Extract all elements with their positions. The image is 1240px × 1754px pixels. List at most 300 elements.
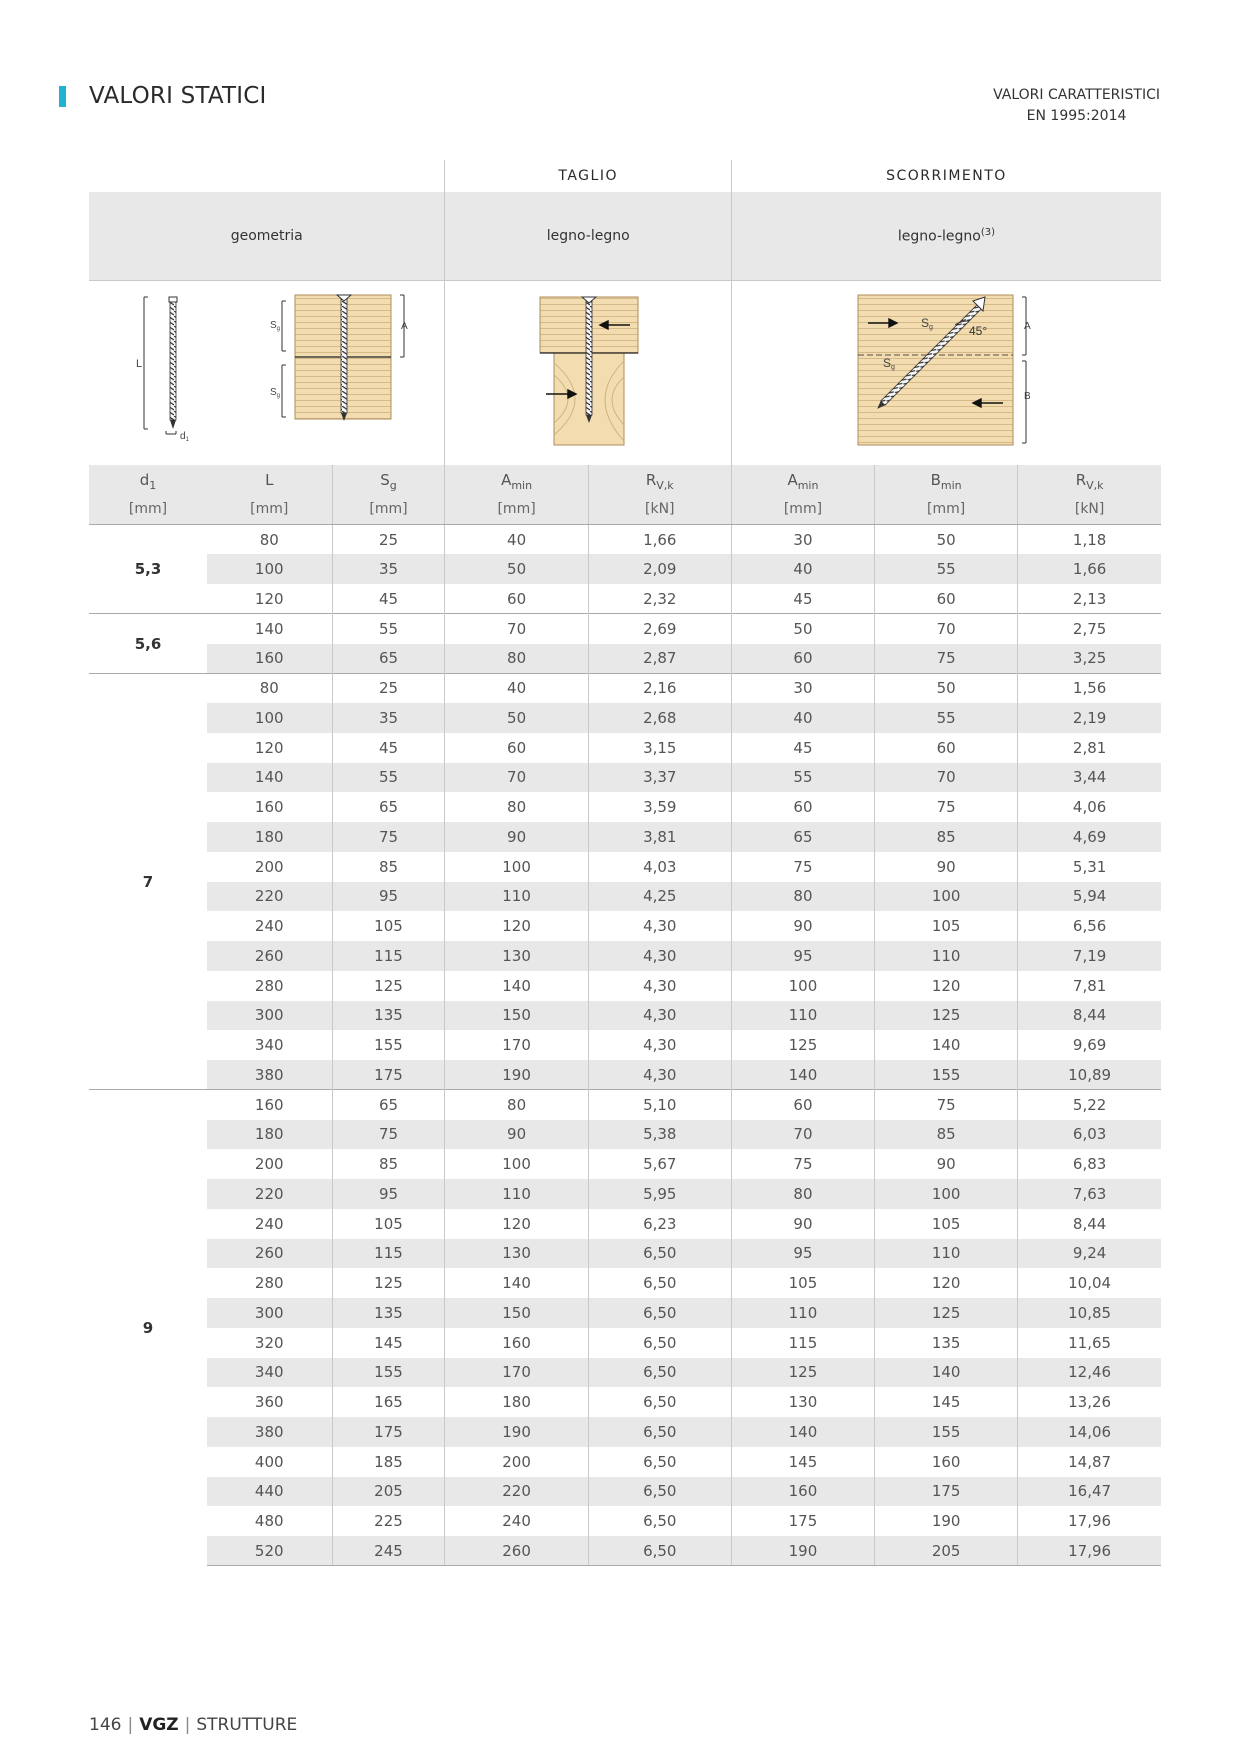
table-row (89, 1030, 1161, 1060)
table-row (89, 1268, 1161, 1298)
table-cell: 70 (875, 614, 1018, 644)
table-cell: 30 (731, 525, 874, 555)
table-cell: 65 (332, 792, 445, 822)
label-d1: d (180, 430, 186, 442)
table-row (89, 822, 1161, 852)
table-cell: 3,37 (588, 763, 731, 793)
table-cell: 4,03 (588, 852, 731, 882)
table-cell: 80 (207, 673, 332, 703)
table-cell: 5,67 (588, 1149, 731, 1179)
table-cell: 40 (445, 673, 588, 703)
table-cell: 75 (875, 1090, 1018, 1120)
table-cell: 280 (254, 976, 284, 995)
table-cell: 110 (731, 1298, 874, 1328)
table-cell: 105 (332, 1209, 445, 1239)
table-cell: 160 (207, 1090, 332, 1120)
table-cell: 5,38 (588, 1120, 731, 1150)
table-cell: 160 (731, 1477, 874, 1507)
table-cell: 75 (731, 1149, 874, 1179)
table-cell: 1,66 (588, 525, 731, 555)
table-cell: 140 (445, 1268, 588, 1298)
subtitle-line-2: EN 1995:2014 (1026, 108, 1127, 124)
table-cell: 75 (332, 1120, 445, 1150)
table-cell: 17,96 (1018, 1506, 1161, 1536)
table-row (89, 644, 1161, 674)
table-row (89, 1239, 1161, 1269)
table-cell: 200 (445, 1447, 588, 1477)
table-cell: 65 (332, 644, 445, 674)
table-cell: 14,06 (1018, 1417, 1161, 1447)
table-cell: 10,89 (1018, 1060, 1161, 1090)
table-cell: 160 (207, 644, 332, 674)
table-cell: 70 (875, 763, 1018, 793)
table-cell: 400 (254, 1452, 284, 1471)
table-cell: 75 (731, 852, 874, 882)
table-row (89, 554, 1161, 584)
footnote-ref: (3) (980, 226, 995, 238)
table-cell: 170 (445, 1030, 588, 1060)
subheader-row (89, 192, 1161, 280)
table-cell: 120 (875, 1268, 1018, 1298)
table-row (89, 1179, 1161, 1209)
table-cell: 50 (731, 614, 874, 644)
table-cell: 2,69 (588, 614, 731, 644)
table-cell: 205 (875, 1536, 1018, 1566)
table-cell: 125 (332, 1268, 445, 1298)
label-Sg-lower: Sg (883, 355, 896, 371)
table-cell: 140 (875, 1358, 1018, 1388)
table-cell: 135 (332, 1298, 445, 1328)
table-cell: 16,47 (1018, 1477, 1161, 1507)
table-cell: 175 (875, 1477, 1018, 1507)
table-cell: 105 (875, 911, 1018, 941)
col-Amin-shear: $A_{min}$ [mm] (445, 465, 588, 525)
table-cell: 2,13 (1018, 584, 1161, 614)
table-cell: 70 (731, 1120, 874, 1150)
shear-diagram (446, 281, 730, 461)
table-cell: 80 (259, 530, 279, 549)
table-cell: 95 (731, 941, 874, 971)
label-Sg-upper: Sg (921, 315, 934, 331)
table-cell: 240 (254, 1214, 284, 1233)
table-cell: 155 (332, 1030, 445, 1060)
table-cell: 85 (875, 822, 1018, 852)
table-cell: 100 (445, 852, 588, 882)
table-cell: 320 (254, 1333, 284, 1352)
table-cell: 40 (731, 703, 874, 733)
product-name: VGZ (139, 1715, 179, 1735)
col-Rvk-slide: $R_{V,k}$ [kN] (1018, 465, 1161, 525)
table-cell: 240 (254, 917, 284, 936)
table-cell: 6,50 (588, 1536, 731, 1566)
table-cell: 360 (254, 1393, 284, 1412)
table-cell: 55 (332, 614, 445, 644)
table-row (89, 703, 1161, 733)
table-cell: 200 (254, 1155, 284, 1174)
table-row (89, 852, 1161, 882)
table-cell: 10,85 (1018, 1298, 1161, 1328)
table-cell: 4,30 (588, 1030, 731, 1060)
table-cell: 50 (875, 525, 1018, 555)
page-number: 146 (89, 1715, 122, 1735)
table-cell: 60 (731, 1090, 874, 1120)
table-cell: 135 (875, 1328, 1018, 1358)
table-row (89, 1506, 1161, 1536)
table-cell: 80 (731, 882, 874, 912)
label-A: A (1024, 320, 1032, 332)
table-cell: 60 (875, 733, 1018, 763)
d1-group-cell: 9 (89, 1090, 207, 1566)
table-cell: 240 (445, 1506, 588, 1536)
table-cell: 5,94 (1018, 882, 1161, 912)
col-L: L [mm] (207, 465, 332, 525)
table-row (89, 1387, 1161, 1417)
table-cell: 380 (207, 1060, 332, 1090)
table-row (89, 911, 1161, 941)
table-cell: 4,25 (588, 882, 731, 912)
table-cell: 225 (332, 1506, 445, 1536)
table-row (89, 1298, 1161, 1328)
table-row (89, 792, 1161, 822)
table-cell: 80 (445, 644, 588, 674)
table-cell: 190 (875, 1506, 1018, 1536)
table-cell: 120 (254, 738, 284, 757)
table-cell: 95 (731, 1239, 874, 1269)
table-row (89, 1328, 1161, 1358)
table-cell: 3,44 (1018, 763, 1161, 793)
table-cell: 11,65 (1018, 1328, 1161, 1358)
table-cell: 125 (875, 1001, 1018, 1031)
table-cell: 6,03 (1018, 1120, 1161, 1150)
table-cell: 100 (875, 882, 1018, 912)
table-cell: 50 (445, 554, 588, 584)
table-row (89, 1536, 1161, 1566)
table-cell: 140 (445, 971, 588, 1001)
table-cell: 70 (445, 763, 588, 793)
table-cell: 160 (254, 798, 284, 817)
table-cell: 205 (332, 1477, 445, 1507)
table-row (89, 1060, 1161, 1090)
table-cell: 25 (332, 673, 445, 703)
table-cell: 75 (875, 644, 1018, 674)
table-cell: 220 (207, 882, 332, 912)
slide-diagram (733, 281, 1159, 461)
table-cell: 300 (207, 1298, 332, 1328)
table-row (89, 1149, 1161, 1179)
table-cell: 95 (332, 882, 445, 912)
table-cell: 140 (207, 763, 332, 793)
table-cell: 2,68 (588, 703, 731, 733)
table-cell: 14,87 (1018, 1447, 1161, 1477)
table-cell: 280 (254, 1274, 284, 1293)
wood-layers (858, 295, 1013, 445)
table-cell: 65 (731, 822, 874, 852)
table-cell: 190 (445, 1417, 588, 1447)
table-row (89, 882, 1161, 912)
table-cell: 4,06 (1018, 792, 1161, 822)
table-cell: 180 (207, 822, 332, 852)
table-row (89, 1447, 1161, 1477)
table-cell: 125 (332, 971, 445, 1001)
table-cell: 1,18 (1018, 525, 1161, 555)
table-cell: 155 (875, 1060, 1018, 1090)
table-cell: 4,30 (588, 971, 731, 1001)
table-cell: 2,81 (1018, 733, 1161, 763)
table-cell: 95 (332, 1179, 445, 1209)
table-cell: 7,81 (1018, 971, 1161, 1001)
table-cell: 2,87 (588, 644, 731, 674)
table-cell: 9,69 (1018, 1030, 1161, 1060)
table-cell: 115 (332, 941, 445, 971)
table-cell: 6,56 (1018, 911, 1161, 941)
group-slide: SCORRIMENTO (731, 160, 1161, 192)
table-cell: 6,50 (588, 1268, 731, 1298)
table-cell: 100 (207, 703, 332, 733)
table-cell: 45 (332, 733, 445, 763)
table-cell: 115 (731, 1328, 874, 1358)
table-cell: 160 (445, 1328, 588, 1358)
label-Sg-bottom: $S_g$ (270, 386, 281, 399)
table-cell: 5,22 (1018, 1090, 1161, 1120)
table-row (89, 673, 1161, 703)
table-cell: 145 (875, 1387, 1018, 1417)
table-cell: 150 (445, 1298, 588, 1328)
table-cell: 45 (332, 584, 445, 614)
table-cell: 13,26 (1018, 1387, 1161, 1417)
table-row (89, 1001, 1161, 1031)
table-cell: 7,19 (1018, 941, 1161, 971)
table-cell: 50 (445, 703, 588, 733)
table-cell: 65 (332, 1090, 445, 1120)
table-row (89, 1358, 1161, 1388)
column-header-row (89, 465, 1161, 525)
page-subtitle (993, 85, 1160, 127)
table-cell: 190 (731, 1536, 874, 1566)
table-cell: 200 (254, 857, 284, 876)
table-cell: 90 (731, 1209, 874, 1239)
table-cell: 60 (731, 792, 874, 822)
table-cell: 100 (207, 554, 332, 584)
col-Sg: $S_g$ [mm] (332, 465, 445, 525)
table-cell: 80 (731, 1179, 874, 1209)
table-cell: 260 (207, 941, 332, 971)
table-row (89, 1209, 1161, 1239)
col-d1: $d_1$ [mm] (89, 465, 207, 525)
table-cell: 220 (445, 1477, 588, 1507)
table-cell: 260 (207, 1239, 332, 1269)
label-A: A (401, 320, 408, 332)
table-cell: 6,50 (588, 1328, 731, 1358)
label-Sg-top: $S_g$ (270, 319, 281, 332)
table-cell: 260 (445, 1536, 588, 1566)
table-cell: 2,75 (1018, 614, 1161, 644)
group-shear: TAGLIO (445, 160, 731, 192)
table-row (89, 614, 1161, 644)
table-cell: 2,19 (1018, 703, 1161, 733)
table-cell: 35 (332, 554, 445, 584)
table-cell: 130 (731, 1387, 874, 1417)
d1-group-cell: 5,3 (89, 525, 207, 614)
table-cell: 80 (445, 792, 588, 822)
label-L: L (136, 357, 143, 370)
table-cell: 5,10 (588, 1090, 731, 1120)
table-cell: 4,69 (1018, 822, 1161, 852)
table-cell: 6,83 (1018, 1149, 1161, 1179)
subheader-slide-type: legno-legno$^{(3)}$ (731, 192, 1161, 280)
table-cell: 85 (875, 1120, 1018, 1150)
table-cell: 85 (332, 852, 445, 882)
table-cell: 40 (731, 554, 874, 584)
screw-icon (170, 302, 176, 420)
table-cell: 2,16 (588, 673, 731, 703)
table-cell: 105 (332, 911, 445, 941)
table-cell: 25 (332, 525, 445, 555)
table-cell: 110 (875, 941, 1018, 971)
table-cell: 10,04 (1018, 1268, 1161, 1298)
table-row (89, 763, 1161, 793)
table-cell: 3,15 (588, 733, 731, 763)
table-cell: 6,50 (588, 1477, 731, 1507)
col-Rvk-shear: $R_{V,k}$ [kN] (588, 465, 731, 525)
col-Amin-slide: $A_{min}$ [mm] (731, 465, 874, 525)
table-cell: 155 (875, 1417, 1018, 1447)
table-cell: 50 (875, 673, 1018, 703)
table-cell: 480 (254, 1512, 284, 1531)
table-cell: 6,50 (588, 1239, 731, 1269)
table-cell: 170 (445, 1358, 588, 1388)
table-cell: 120 (875, 971, 1018, 1001)
diagram-row (89, 280, 1161, 465)
table-cell: 4,30 (588, 911, 731, 941)
table-cell: 6,50 (588, 1358, 731, 1388)
table-cell: 4,30 (588, 1001, 731, 1031)
table-cell: 35 (332, 703, 445, 733)
table-cell: 2,09 (588, 554, 731, 584)
table-cell: 6,50 (588, 1298, 731, 1328)
table-row (89, 1477, 1161, 1507)
table-cell: 340 (207, 1358, 332, 1388)
table-cell: 55 (332, 763, 445, 793)
table-cell: 125 (731, 1030, 874, 1060)
table-cell: 12,46 (1018, 1358, 1161, 1388)
label-angle: 45° (969, 323, 988, 338)
table-cell: 90 (731, 911, 874, 941)
col-Bmin-slide: $B_{min}$ [mm] (875, 465, 1018, 525)
static-values-table (89, 160, 1161, 1566)
table-cell: 175 (731, 1506, 874, 1536)
table-cell: 120 (445, 911, 588, 941)
table-cell: 150 (445, 1001, 588, 1031)
table-cell: 30 (731, 673, 874, 703)
table-cell: 8,44 (1018, 1209, 1161, 1239)
table-cell: 105 (875, 1209, 1018, 1239)
table-cell: 175 (332, 1417, 445, 1447)
table-cell: 4,30 (588, 941, 731, 971)
table-row (89, 525, 1161, 555)
table-cell: 245 (332, 1536, 445, 1566)
table-cell: 180 (207, 1120, 332, 1150)
d1-group-cell: 7 (89, 673, 207, 1090)
table-cell: 8,44 (1018, 1001, 1161, 1031)
table-cell: 120 (445, 1209, 588, 1239)
table-cell: 300 (207, 1001, 332, 1031)
table-cell: 3,25 (1018, 644, 1161, 674)
table-body (89, 525, 1161, 1566)
table-cell: 220 (207, 1179, 332, 1209)
d1-group-cell: 5,6 (89, 614, 207, 674)
svg-text:d1: $d_1$ (180, 430, 190, 443)
subtitle-line-1: VALORI CARATTERISTICI (993, 87, 1160, 103)
table-cell: 6,50 (588, 1417, 731, 1447)
table-cell: 40 (445, 525, 588, 555)
table-cell: 70 (445, 614, 588, 644)
table-cell: 55 (731, 763, 874, 793)
table-cell: 60 (445, 733, 588, 763)
table-cell: 190 (445, 1060, 588, 1090)
table-cell: 100 (731, 971, 874, 1001)
table-cell: 90 (445, 822, 588, 852)
table-cell: 120 (254, 589, 284, 608)
table-row (89, 1120, 1161, 1150)
table-cell: 75 (332, 822, 445, 852)
shear-diagram-cell (445, 280, 731, 465)
subheader-geometry: geometria (89, 192, 445, 280)
table-cell: 165 (332, 1387, 445, 1417)
table-cell: 175 (332, 1060, 445, 1090)
table-cell: 7,63 (1018, 1179, 1161, 1209)
table-row (89, 584, 1161, 614)
table-cell: 110 (445, 1179, 588, 1209)
table-cell: 125 (731, 1358, 874, 1388)
table-row (89, 733, 1161, 763)
table-cell: 115 (332, 1239, 445, 1269)
page-title: VALORI STATICI (89, 83, 267, 109)
table-cell: 180 (445, 1387, 588, 1417)
table-cell: 17,96 (1018, 1536, 1161, 1566)
table-cell: 3,59 (588, 792, 731, 822)
label-B: B (1024, 390, 1032, 402)
table-cell: 60 (445, 584, 588, 614)
table-cell: 3,81 (588, 822, 731, 852)
page-footer: 146 | VGZ | STRUTTURE (89, 1715, 298, 1735)
table-cell: 105 (731, 1268, 874, 1298)
table-cell: 140 (207, 614, 332, 644)
table-cell: 90 (875, 1149, 1018, 1179)
table-cell: 100 (875, 1179, 1018, 1209)
table-cell: 2,32 (588, 584, 731, 614)
table-cell: 1,56 (1018, 673, 1161, 703)
table-cell: 440 (207, 1477, 332, 1507)
table-cell: 6,50 (588, 1506, 731, 1536)
table-row (89, 1417, 1161, 1447)
table-cell: 5,95 (588, 1179, 731, 1209)
table-cell: 85 (332, 1149, 445, 1179)
table-cell: 140 (731, 1417, 874, 1447)
table-cell: 520 (207, 1536, 332, 1566)
table-cell: 125 (875, 1298, 1018, 1328)
table-row (89, 941, 1161, 971)
table-row (89, 971, 1161, 1001)
table-cell: 160 (875, 1447, 1018, 1477)
table-cell: 45 (731, 733, 874, 763)
table-cell: 340 (254, 1036, 284, 1055)
table-cell: 55 (875, 703, 1018, 733)
group-header-row (89, 160, 1161, 192)
table-cell: 145 (332, 1328, 445, 1358)
table-cell: 90 (445, 1120, 588, 1150)
table-cell: 140 (875, 1030, 1018, 1060)
table-cell: 55 (875, 554, 1018, 584)
